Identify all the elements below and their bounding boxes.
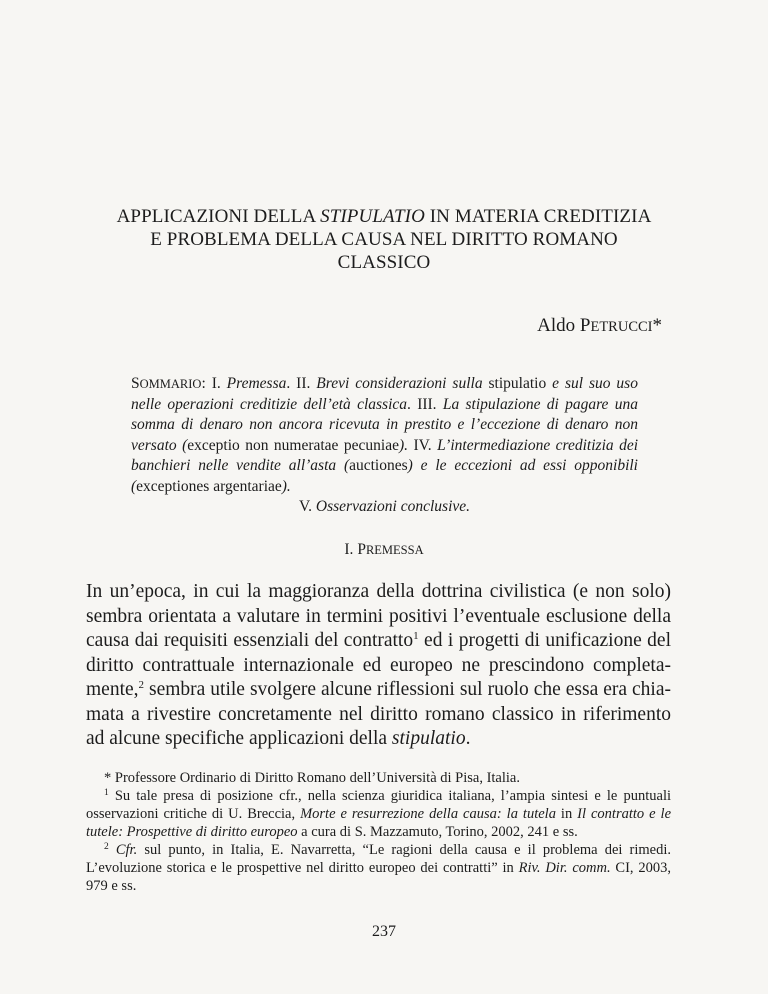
footnote-ref-1[interactable]: 1 (413, 630, 419, 642)
article-title (60, 205, 708, 274)
footnotes (86, 769, 671, 895)
footnote-ref-2[interactable]: 2 (138, 679, 145, 691)
footnote-star: * Professore Ordinario di Diritto Romano dell’Università di Pisa, Italia. (104, 770, 520, 786)
section-heading: I. PREMESSA (344, 541, 424, 558)
summary-last-item: V. Osservazioni conclusive. (298, 498, 471, 515)
title-line-1: APPLICAZIONI DELLA STIPULATIO IN MATERIA CREDITIZIA (116, 206, 652, 227)
page-number: 237 (372, 923, 396, 940)
footnote-1: $^1$ Su tale presa di posizione cfr., nella scienza giuridica italiana, l’ampia sintesi e le puntuali osservazioni critiche di U. Breccia, Morte e resurrezione della causa: la tutela in Il contratto e le tutele: Prospettive di diritto europeo a cura di S. Mazzamuto, Torino, 2002, 241 e ss. (86, 788, 672, 840)
summary-label: SOMMARIO: (131, 375, 212, 392)
table-of-contents-summary: SOMMARIO: I. Premessa. II. Brevi considerazioni sulla stipulatio e sul suo uso nelle operazioni creditizie dell’età classica. III. La stipulazione di pagare una somma di denaro non ancora ricevuta in prestito e l’eccezione di denaro non versato (exceptio non numeratae pecuniae). IV. L’intermediazione creditizia dei banchieri nelle vendite all’asta (auctiones) e le eccezioni ad essi opponibili (exceptiones argentariae). V. Osservazioni conclusive. (131, 374, 638, 518)
author-name: Aldo PETRUCCI* (537, 315, 662, 336)
body-paragraph: In un’epoca, in cui la maggioranza della dottrina civilistica (e non solo) sembra orientata a valutare in termini positivi l’eventuale esclusione della causa dai requisiti essenziali del contratto$^1$ ed i progetti di unificazione del diritto contrattuale internazionale ed europeo ne prescindono completamente,$^2$ sembra utile svolgere alcune riflessioni sul ruolo che essa era chiamata a rivestire concretamente nel diritto romano classico in riferimento ad alcune specifiche applicazioni della stipulatio. (86, 581, 671, 749)
footnote-2: $^2$ Cfr. sul punto, in Italia, E. Navarretta, “Le ragioni della causa e il problema dei rimedi. L’evoluzione storica e le prospettive nel diritto europeo dei contratti” in Riv. Dir. comm. CI, 2003, 979 e ss. (86, 842, 672, 894)
title-line-3: CLASSICO (337, 252, 431, 273)
title-line-2: E PROBLEMA DELLA CAUSA NEL DIRITTO ROMANO (150, 229, 618, 250)
author-footnote-mark: * (652, 315, 662, 336)
